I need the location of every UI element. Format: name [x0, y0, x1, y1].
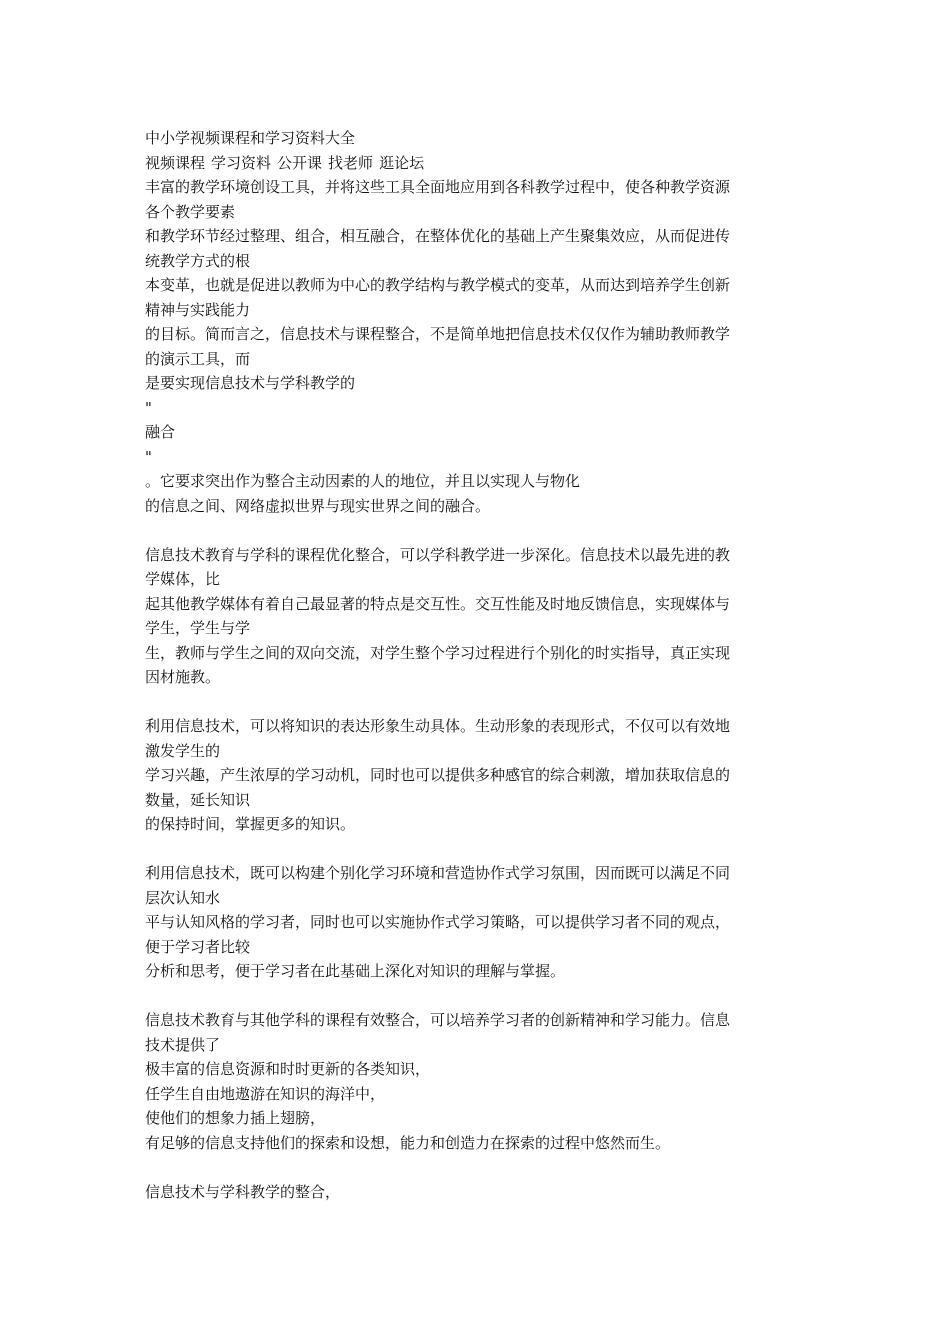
text-line: " — [145, 398, 152, 417]
blank-line — [145, 984, 815, 1009]
text-line: 融合 — [145, 423, 176, 441]
text-line: 利用信息技术，可以将知识的表达形象生动具体。生动形象的表现形式，不仅可以有效地 — [145, 717, 731, 735]
body-text — [145, 175, 815, 1204]
text-line: 便于学习者比较 — [145, 937, 251, 956]
blank-line — [145, 518, 815, 543]
text-line: 学生，学生与学 — [145, 619, 251, 637]
text-line: 激发学生的 — [145, 741, 221, 760]
text-line: " — [145, 447, 152, 466]
blank-line — [145, 1155, 815, 1180]
page-title: 中小学视频课程和学习资料大全 — [145, 129, 356, 147]
text-line: 的目标。简而言之，信息技术与课程整合，不是简单地把信息技术仅仅作为辅助教师教学 — [145, 325, 731, 343]
text-line: 精神与实践能力 — [145, 300, 251, 319]
text-line: 利用信息技术，既可以构建个别化学习环境和营造协作式学习氛围，因而既可以满足不同 — [145, 864, 731, 882]
text-line: 使他们的想象力插上翅膀， — [145, 1109, 326, 1127]
nav-link-find-teacher[interactable]: 找老师 — [328, 153, 374, 172]
text-line: 数量，延长知识 — [145, 790, 251, 809]
text-line: 统教学方式的根 — [145, 251, 251, 270]
text-line: 的保持时间，掌握更多的知识。 — [145, 815, 356, 833]
text-line: 层次认知水 — [145, 888, 221, 907]
text-line: 学习兴趣，产生浓厚的学习动机，同时也可以提供多种感官的综合刺激，增加获取信息的 — [145, 766, 731, 784]
text-line: 各个教学要素 — [145, 202, 236, 221]
document-body — [145, 126, 815, 1204]
text-line: 起其他教学媒体有着自己最显著的特点是交互性。交互性能及时地反馈信息，实现媒体与 — [145, 594, 731, 613]
nav-link-open-class[interactable]: 公开课 — [277, 153, 323, 172]
text-line: 信息技术与学科教学的整合， — [145, 1182, 341, 1201]
text-line: 的信息之间、网络虚拟世界与现实世界之间的融合。 — [145, 496, 491, 515]
nav-link-forum[interactable]: 逛论坛 — [379, 153, 425, 172]
text-line: 任学生自由地遨游在知识的海洋中， — [145, 1084, 386, 1103]
text-line: 本变革，也就是促进以教师为中心的教学结构与教学模式的变革，从而达到培养学生创新 — [145, 276, 731, 294]
blank-line — [145, 690, 815, 715]
text-line: 和教学环节经过整理、组合，相互融合，在整体优化的基础上产生聚集效应，从而促进传 — [145, 227, 731, 245]
text-line: 。它要求突出作为整合主动因素的人的地位，并且以实现人与物化 — [145, 472, 581, 490]
text-line: 有足够的信息支持他们的探索和设想，能力和创造力在探索的过程中悠然而生。 — [145, 1133, 671, 1152]
text-line: 因材施教。 — [145, 668, 221, 686]
nav-link-video-courses[interactable]: 视频课程 — [145, 153, 206, 172]
text-line: 技术提供了 — [145, 1035, 221, 1054]
text-line: 信息技术教育与其他学科的课程有效整合，可以培养学习者的创新精神和学习能力。信息 — [145, 1011, 731, 1029]
top-nav — [145, 151, 815, 176]
text-line: 是要实现信息技术与学科教学的 — [145, 374, 356, 392]
text-line: 丰富的教学环境创设工具，并将这些工具全面地应用到各科教学过程中，使各种教学资源 — [145, 178, 731, 196]
text-line: 学媒体，比 — [145, 570, 221, 588]
nav-link-study-materials[interactable]: 学习资料 — [211, 153, 272, 172]
text-line: 信息技术教育与学科的课程优化整合，可以学科教学进一步深化。信息技术以最先进的教 — [145, 545, 731, 564]
text-line: 生，教师与学生之间的双向交流，对学生整个学习过程进行个别化的时实指导，真正实现 — [145, 643, 731, 662]
text-line: 平与认知风格的学习者，同时也可以实施协作式学习策略，可以提供学习者不同的观点， — [145, 913, 731, 931]
text-line: 分析和思考，便于学习者在此基础上深化对知识的理解与掌握。 — [145, 962, 566, 980]
blank-line — [145, 837, 815, 862]
text-line: 的演示工具，而 — [145, 349, 251, 368]
text-line: 极丰富的信息资源和时时更新的各类知识， — [145, 1060, 431, 1078]
